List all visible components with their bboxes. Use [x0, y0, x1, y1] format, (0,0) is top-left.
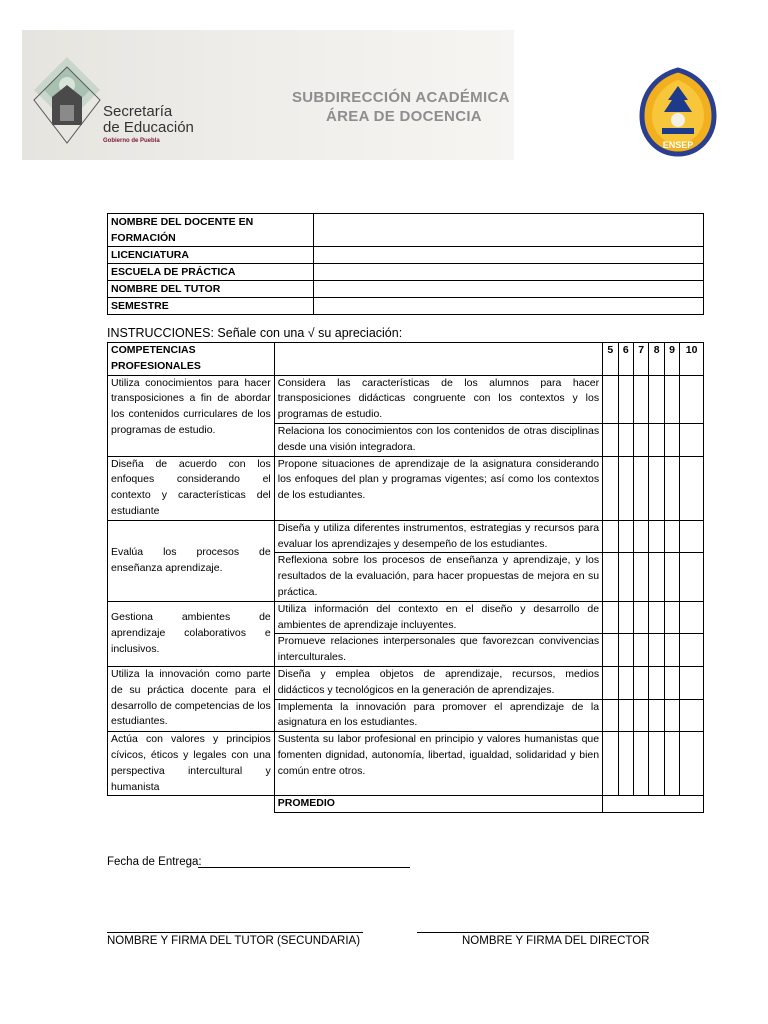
- score-cell[interactable]: [664, 423, 679, 456]
- semestre-field[interactable]: [314, 298, 704, 315]
- score-cell[interactable]: [603, 553, 618, 601]
- score-cell[interactable]: [649, 456, 664, 520]
- score-cell[interactable]: [603, 699, 618, 732]
- info-label: SEMESTRE: [108, 298, 314, 315]
- score-cell[interactable]: [618, 732, 633, 796]
- competency-name: Utiliza la innovación como parte de su práctica docente para el desarrollo de competencias de los estudiantes.: [108, 666, 275, 731]
- competency-name: Diseña de acuerdo con los enfoques considerando el contexto y características del estudiante: [108, 456, 275, 520]
- score-cell[interactable]: [664, 732, 679, 796]
- score-cell[interactable]: [664, 601, 679, 634]
- score-cell[interactable]: [680, 456, 704, 520]
- score-cell[interactable]: [664, 553, 679, 601]
- score-cell[interactable]: [649, 699, 664, 732]
- score-header: 10: [680, 343, 704, 376]
- fecha-label: Fecha de Entrega:: [107, 856, 202, 868]
- info-label: ESCUELA DE PRÁCTICA: [108, 264, 314, 281]
- score-cell[interactable]: [649, 423, 664, 456]
- score-cell[interactable]: [680, 375, 704, 423]
- docente-field[interactable]: [314, 214, 704, 247]
- score-cell[interactable]: [618, 666, 633, 699]
- indicator-text: Promueve relaciones interpersonales que favorezcan convivencias interculturales.: [274, 634, 602, 667]
- score-cell[interactable]: [633, 666, 648, 699]
- score-cell[interactable]: [649, 520, 664, 553]
- director-signature-label: NOMBRE Y FIRMA DEL DIRECTOR: [462, 935, 650, 947]
- score-cell[interactable]: [680, 634, 704, 667]
- heading-line2: ÁREA DE DOCENCIA: [326, 108, 482, 125]
- table-row: [108, 666, 704, 699]
- info-label: NOMBRE DEL TUTOR: [108, 281, 314, 298]
- indicator-text: Utiliza información del contexto en el diseño y desarrollo de ambientes de aprendizaje incluyentes.: [274, 601, 602, 634]
- score-cell[interactable]: [618, 634, 633, 667]
- score-cell[interactable]: [603, 732, 618, 796]
- score-cell[interactable]: [664, 634, 679, 667]
- info-row-docente: [108, 214, 704, 247]
- score-cell[interactable]: [649, 666, 664, 699]
- sep-name-line2: de Educación: [103, 119, 194, 136]
- empty-cell: [108, 796, 275, 813]
- score-cell[interactable]: [664, 456, 679, 520]
- indicator-text: Relaciona los conocimientos con los contenidos de otras disciplinas desde una visión integradora.: [274, 423, 602, 456]
- average-label: PROMEDIO: [274, 796, 602, 813]
- ensep-logo: [638, 66, 718, 158]
- score-cell[interactable]: [633, 553, 648, 601]
- score-header: 9: [664, 343, 679, 376]
- table-row: [108, 456, 704, 520]
- score-cell[interactable]: [649, 601, 664, 634]
- score-cell[interactable]: [603, 423, 618, 456]
- score-cell[interactable]: [618, 553, 633, 601]
- score-cell[interactable]: [618, 601, 633, 634]
- indicator-text: Propone situaciones de aprendizaje de la asignatura considerando los enfoques del plan y programas vigentes; así como los contextos de los estudiantes.: [274, 456, 602, 520]
- score-cell[interactable]: [633, 423, 648, 456]
- score-cell[interactable]: [603, 666, 618, 699]
- eval-header-row: [108, 343, 704, 376]
- score-cell[interactable]: [680, 699, 704, 732]
- table-row: [108, 601, 704, 634]
- score-cell[interactable]: [680, 601, 704, 634]
- table-row: [108, 732, 704, 796]
- score-cell[interactable]: [618, 520, 633, 553]
- score-cell[interactable]: [664, 375, 679, 423]
- info-table: [107, 213, 704, 315]
- fecha-field[interactable]: [198, 867, 410, 868]
- score-cell[interactable]: [664, 520, 679, 553]
- info-row-licenciatura: [108, 247, 704, 264]
- indicator-text: Diseña y emplea objetos de aprendizaje, recursos, medios didácticos y tecnológicos en la generación de aprendizajes.: [274, 666, 602, 699]
- score-cell[interactable]: [633, 634, 648, 667]
- score-header: 8: [649, 343, 664, 376]
- score-cell[interactable]: [603, 375, 618, 423]
- score-cell[interactable]: [633, 456, 648, 520]
- score-cell[interactable]: [618, 375, 633, 423]
- score-cell[interactable]: [633, 601, 648, 634]
- info-label: LICENCIATURA: [108, 247, 314, 264]
- indicator-text: Sustenta su labor profesional en principio y valores humanistas que fomenten dignidad, autonomía, libertad, igualdad, solidaridad y bien común entre otros.: [274, 732, 602, 796]
- score-header: 6: [618, 343, 633, 376]
- score-cell[interactable]: [633, 375, 648, 423]
- score-cell[interactable]: [633, 699, 648, 732]
- score-cell[interactable]: [664, 699, 679, 732]
- heading-line1: SUBDIRECCIÓN ACADÉMICA: [292, 89, 510, 106]
- table-row: [108, 375, 704, 423]
- info-row-escuela: [108, 264, 704, 281]
- score-header: 5: [603, 343, 618, 376]
- score-cell[interactable]: [680, 423, 704, 456]
- indicator-text: Implementa la innovación para promover el aprendizaje de la asignatura en los estudiantes.: [274, 699, 602, 732]
- score-cell[interactable]: [618, 423, 633, 456]
- director-signature-line[interactable]: [417, 932, 649, 933]
- indicator-text: Considera las características de los alumnos para hacer transposiciones didácticas congruente con los contextos y los programas de estudio.: [274, 375, 602, 423]
- average-row: [108, 796, 704, 813]
- escuela-field[interactable]: [314, 264, 704, 281]
- info-row-tutor: [108, 281, 704, 298]
- score-cell[interactable]: [618, 699, 633, 732]
- blank-header-cell: [274, 343, 602, 376]
- tutor-signature-line[interactable]: [107, 932, 363, 933]
- table-row: [108, 520, 704, 553]
- indicator-text: Reflexiona sobre los procesos de enseñanza y aprendizaje, y los resultados de la evaluación, para hacer propuestas de mejora en su práctica.: [274, 553, 602, 601]
- score-header: 7: [633, 343, 648, 376]
- score-cell[interactable]: [603, 520, 618, 553]
- competency-name: Evalúa los procesos de enseñanza aprendizaje.: [108, 520, 275, 601]
- score-cell[interactable]: [680, 553, 704, 601]
- score-cell[interactable]: [603, 456, 618, 520]
- indicator-text: Diseña y utiliza diferentes instrumentos, estrategias y recursos para evaluar los aprendizajes y desempeño de los estudiantes.: [274, 520, 602, 553]
- licenciatura-field[interactable]: [314, 247, 704, 264]
- score-cell[interactable]: [649, 732, 664, 796]
- score-cell[interactable]: [649, 553, 664, 601]
- competency-name: Utiliza conocimientos para hacer transposiciones a fin de abordar los contenidos curriculares de los programas de estudio.: [108, 375, 275, 456]
- sep-name-line1: Secretaría: [103, 103, 173, 120]
- ensep-label: ENSEP: [662, 140, 694, 150]
- score-cell[interactable]: [680, 520, 704, 553]
- competencies-header: COMPETENCIAS PROFESIONALES: [108, 343, 275, 376]
- score-cell[interactable]: [649, 375, 664, 423]
- sep-logo: [32, 55, 102, 145]
- score-cell[interactable]: [633, 732, 648, 796]
- score-cell[interactable]: [680, 732, 704, 796]
- sep-subtitle: Gobierno de Puebla: [103, 138, 160, 144]
- instructions: INSTRUCCIONES: Señale con una √ su apreciación:: [107, 326, 403, 340]
- score-cell[interactable]: [633, 520, 648, 553]
- info-label: NOMBRE DEL DOCENTE EN FORMACIÓN: [108, 214, 314, 247]
- score-cell[interactable]: [649, 634, 664, 667]
- score-cell[interactable]: [664, 666, 679, 699]
- score-cell[interactable]: [680, 666, 704, 699]
- tutor-signature-label: NOMBRE Y FIRMA DEL TUTOR (SECUNDARIA): [107, 935, 361, 947]
- info-row-semestre: [108, 298, 704, 315]
- competency-name: Actúa con valores y principios cívicos, éticos y legales con una perspectiva intercultural y humanista: [108, 732, 275, 796]
- score-cell[interactable]: [603, 634, 618, 667]
- evaluation-table: [107, 342, 704, 813]
- score-cell[interactable]: [603, 601, 618, 634]
- tutor-field[interactable]: [314, 281, 704, 298]
- competency-name: Gestiona ambientes de aprendizaje colaborativos e inclusivos.: [108, 601, 275, 666]
- average-value-cell[interactable]: [603, 796, 704, 813]
- score-cell[interactable]: [618, 456, 633, 520]
